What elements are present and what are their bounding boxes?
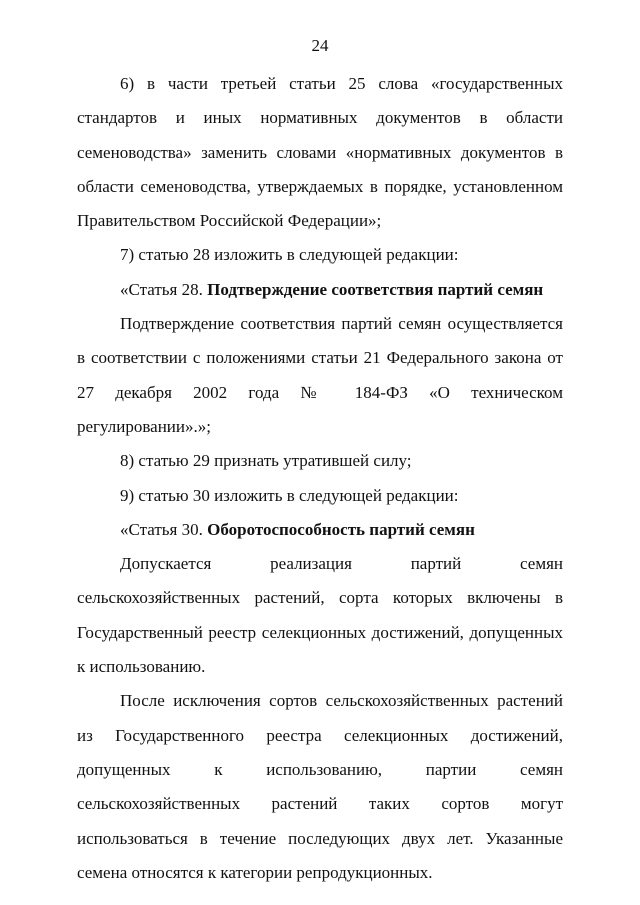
article-30-heading [77,513,563,547]
article-28-title: Подтверждение соответствия партий семян [207,279,544,299]
paragraph-item-6: 6) в части третьей статьи 25 слова «государственных стандартов и иных нормативных документов в области семеноводства» заменить словами «нормативных документов в области семеноводства, утверждаемых в порядке, установленном Правительством Российской Федерации»; [77,74,563,231]
paragraph-item-8: 8) статью 29 признать утратившей силу; [120,451,412,471]
article-30-title: Оборотоспособность партий семян [207,519,475,539]
article-28-prefix: «Статья 28. [120,279,208,299]
article-30-text-2: После исключения сортов сельскохозяйственных растений из Государственного реестра селекционных достижений, допущенных к использованию, партии семян сельскохозяйственных растений таких сортов могут использоваться в течение последующих двух лет. Указанные семена относятся к категории репродукционных. [77,691,563,882]
article-28-text: Подтверждение соответствия партий семян осуществляется в соответствии с положениями статьи 21 Федерального закона от 27 декабря 2002 года № 184-ФЗ «О техническом регулировании».»; [77,314,563,436]
document-body [77,67,563,890]
paragraph-item-9: 9) статью 30 изложить в следующей редакции: [120,485,459,505]
article-30-prefix: «Статья 30. [120,519,208,539]
article-28-heading [77,273,563,307]
paragraph-item-7: 7) статью 28 изложить в следующей редакции: [120,245,459,265]
article-30-text-1: Допускается реализация партий семян сельскохозяйственных растений, сорта которых включены в Государственный реестр селекционных достижений, допущенных к использованию. [77,554,563,677]
page-number: 24 [311,36,329,55]
